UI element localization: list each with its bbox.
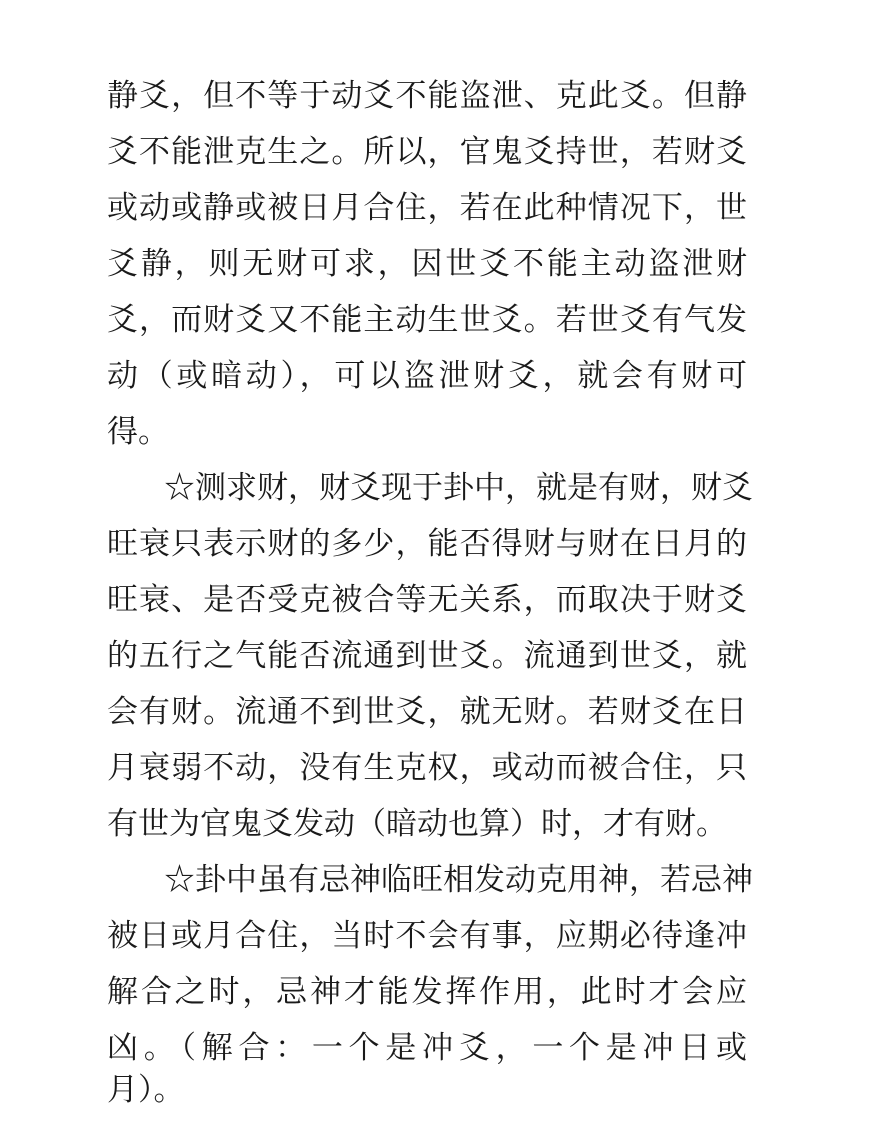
text-line: 爻，而财爻又不能主动生世爻。若世爻有气发 [107, 302, 747, 338]
text-line: 的五行之气能否流通到世爻。流通到世爻，就 [107, 638, 747, 674]
text-line: 有世为官鬼爻发动（暗动也算）时，才有财。 [107, 806, 727, 842]
text-line: 解合之时，忌神才能发挥作用，此时才会应 [107, 974, 747, 1010]
text-line: 凶。（解合：一个是冲爻，一个是冲日或 [107, 1030, 747, 1066]
paragraph-start-line: ☆测求财，财爻现于卦中，就是有财，财爻 [164, 470, 753, 506]
text-line: 被日或月合住，当时不会有事，应期必待逢冲 [107, 918, 747, 954]
text-line: 得。 [107, 414, 169, 450]
paragraph-start-line: ☆卦中虽有忌神临旺相发动克用神，若忌神 [164, 862, 753, 898]
text-line: 旺衰、是否受克被合等无关系，而取决于财爻 [107, 582, 747, 618]
text-line: 或动或静或被日月合住，若在此种情况下，世 [107, 190, 747, 226]
text-line: 旺衰只表示财的多少，能否得财与财在日月的 [107, 526, 747, 562]
text-line: 动（或暗动），可以盗泄财爻，就会有财可 [107, 358, 747, 394]
text-line: 静爻，但不等于动爻不能盗泄、克此爻。但静 [107, 78, 747, 114]
text-line: 月）。 [107, 1072, 185, 1108]
text-line: 爻静，则无财可求，因世爻不能主动盗泄财 [107, 246, 747, 282]
text-line: 会有财。流通不到世爻，就无财。若财爻在日 [107, 694, 747, 730]
text-line: 月衰弱不动，没有生克权，或动而被合住，只 [107, 750, 747, 786]
text-line: 爻不能泄克生之。所以，官鬼爻持世，若财爻 [107, 134, 747, 170]
